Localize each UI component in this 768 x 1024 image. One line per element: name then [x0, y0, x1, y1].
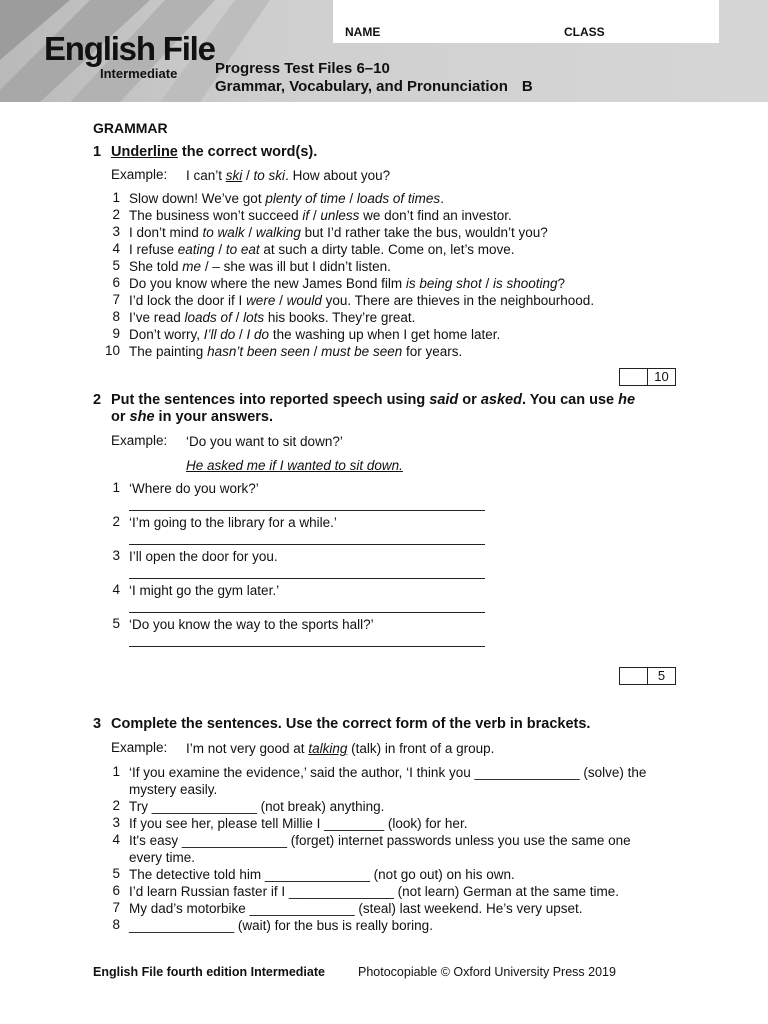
item-number: 4 — [112, 241, 120, 256]
footer-copyright: Photocopiable © Oxford University Press 2019 — [358, 965, 616, 979]
task-2-score-total: 5 — [657, 668, 666, 683]
task-2-item-prompt: ‘I might go the gym later.’ — [129, 583, 280, 598]
option-choice[interactable]: to eat — [225, 242, 260, 257]
item-number: 8 — [112, 917, 120, 932]
option-choice[interactable]: were — [246, 293, 276, 308]
item-number: 1 — [112, 764, 120, 779]
option-choice[interactable]: to walk — [202, 225, 245, 240]
page-header — [0, 0, 768, 102]
item-number: 7 — [112, 900, 120, 915]
section-heading: GRAMMAR — [93, 120, 168, 136]
option-choice[interactable]: me — [182, 259, 202, 274]
task-1-item — [129, 309, 415, 326]
item-text: / — [201, 259, 213, 274]
task-1-item — [129, 326, 500, 343]
task-1-example-label: Example: — [111, 167, 168, 182]
item-text: The painting — [129, 344, 208, 359]
task-1-item — [129, 292, 594, 309]
task-3-example-label: Example: — [111, 740, 168, 755]
answer-line[interactable] — [129, 578, 485, 579]
task-2-instruction-cont: or she in your answers. — [111, 409, 273, 425]
task-1-item — [129, 207, 512, 224]
item-number: 3 — [112, 815, 120, 830]
logo-title: English File — [44, 30, 215, 67]
option-choice[interactable]: is being shot — [405, 276, 482, 291]
item-text: Slow down! We’ve got — [129, 191, 266, 206]
item-text: / — [275, 293, 287, 308]
item-text: for years. — [402, 344, 463, 359]
option-choice[interactable]: would — [286, 293, 322, 308]
task-1-item — [129, 275, 565, 292]
task-2-example-label: Example: — [111, 433, 168, 448]
item-number: 4 — [112, 582, 120, 597]
item-number: 5 — [112, 866, 120, 881]
task-3-item-text[interactable]: mystery easily. — [129, 782, 218, 797]
answer-line[interactable] — [129, 646, 485, 647]
option-choice[interactable]: unless — [320, 208, 360, 223]
item-text: Don’t worry, — [129, 327, 204, 342]
item-text: the washing up when I get home later. — [269, 327, 501, 342]
option-choice[interactable]: I do — [246, 327, 270, 342]
item-number: 2 — [112, 798, 120, 813]
item-text: She told — [129, 259, 183, 274]
task-1-item — [129, 343, 462, 360]
task-2-example-quote: ‘Do you want to sit down?’ — [186, 434, 343, 449]
option-choice[interactable]: I’ll do — [203, 327, 236, 342]
item-text: I don’t mind — [129, 225, 203, 240]
item-text: / — [235, 327, 247, 342]
option-choice[interactable]: loads of times — [356, 191, 441, 206]
option-choice[interactable]: loads of — [184, 310, 232, 325]
option-choice[interactable]: if — [302, 208, 310, 223]
option-choice[interactable]: is shooting — [492, 276, 558, 291]
item-text: his books. They’re great. — [264, 310, 416, 325]
item-text: / — [309, 344, 322, 359]
item-text: / — [309, 208, 321, 223]
task-3-item-text[interactable]: It's easy ______________ (forget) internet passwords unless you use the same one — [129, 833, 631, 848]
option-choice[interactable]: – — [212, 259, 220, 274]
item-text: The business won’t succeed — [129, 208, 303, 223]
task-3-item-text[interactable]: every time. — [129, 850, 196, 865]
item-text: Do you know where the new James Bond film — [129, 276, 406, 291]
item-number: 6 — [112, 883, 120, 898]
item-text: you. There are thieves in the neighbourhood. — [321, 293, 595, 308]
test-subtitle: Grammar, Vocabulary, and Pronunciation B — [215, 78, 533, 95]
task-3-number: 3 — [93, 716, 102, 732]
task-1-item — [129, 190, 444, 207]
item-text: she was ill but I didn’t listen. — [219, 259, 391, 274]
option-choice[interactable]: hasn’t been seen — [207, 344, 310, 359]
item-text: at such a dirty table. Come on, let’s move. — [259, 242, 515, 257]
task-1-item — [129, 224, 548, 241]
item-text: we don’t find an investor. — [359, 208, 512, 223]
task-2-score-box[interactable] — [619, 667, 676, 685]
item-number: 4 — [112, 832, 120, 847]
task-3-item-text[interactable]: ‘If you examine the evidence,’ said the author, ‘I think you ______________ (solve) the — [129, 765, 647, 780]
answer-line[interactable] — [129, 544, 485, 545]
answer-line[interactable] — [129, 510, 485, 511]
item-number: 8 — [112, 309, 120, 324]
answer-line[interactable] — [129, 612, 485, 613]
item-text: I’d lock the door if I — [129, 293, 247, 308]
item-text: / — [244, 225, 256, 240]
item-number: 10 — [104, 343, 120, 358]
task-3-item-text[interactable]: My dad’s motorbike ______________ (steal) last weekend. He’s very upset. — [129, 901, 583, 916]
item-number: 2 — [112, 207, 120, 222]
class-label: CLASS — [564, 25, 605, 39]
task-2-example-answer: He asked me if I wanted to sit down. — [186, 458, 403, 473]
name-class-box[interactable] — [333, 0, 719, 43]
item-text: . — [440, 191, 444, 206]
test-title: Progress Test Files 6–10 — [215, 60, 390, 77]
name-label: NAME — [345, 25, 381, 39]
item-text: but I’d rather take the bus, wouldn’t you? — [300, 225, 548, 240]
item-number: 9 — [112, 326, 120, 341]
item-number: 5 — [112, 616, 120, 631]
option-choice[interactable]: must be seen — [321, 344, 403, 359]
task-1-instruction: Underline the correct word(s). — [111, 144, 318, 160]
task-2-instruction: Put the sentences into reported speech using said or asked. You can use he — [111, 392, 636, 408]
logo-subtitle: Intermediate — [100, 66, 178, 81]
item-number: 1 — [112, 480, 120, 495]
task-2-item-prompt: ‘I’m going to the library for a while.’ — [129, 515, 337, 530]
task-3-item-text[interactable]: The detective told him ______________ (not go out) on his own. — [129, 867, 515, 882]
item-number: 2 — [112, 514, 120, 529]
task-3-instruction: Complete the sentences. Use the correct form of the verb in brackets. — [111, 716, 591, 732]
task-3-item-text[interactable]: If you see her, please tell Millie I ________ (look) for her. — [129, 816, 468, 831]
task-2-number: 2 — [93, 392, 102, 408]
item-text: / — [231, 310, 244, 325]
item-number: 1 — [112, 190, 120, 205]
item-number: 5 — [112, 258, 120, 273]
item-number: 7 — [112, 292, 120, 307]
task-2-item-prompt: ‘Do you know the way to the sports hall?’ — [129, 617, 374, 632]
task-2-item-prompt: ‘Where do you work?’ — [129, 481, 259, 496]
option-choice[interactable]: lots — [243, 310, 265, 325]
task-2-item-prompt: I’ll open the door for you. — [129, 549, 278, 564]
footer-edition: English File fourth edition Intermediate — [93, 965, 325, 979]
item-text: ? — [557, 276, 566, 291]
task-1-number: 1 — [93, 144, 102, 160]
item-text: I’ve read — [129, 310, 185, 325]
item-number: 6 — [112, 275, 120, 290]
item-text: I refuse — [129, 242, 178, 257]
task-1-item — [129, 241, 515, 258]
test-version: B — [521, 78, 533, 95]
task-1-score-box[interactable] — [619, 368, 676, 386]
item-number: 3 — [112, 548, 120, 563]
option-choice[interactable]: plenty of time — [265, 191, 346, 206]
task-1-item — [129, 258, 391, 275]
option-choice[interactable]: walking — [255, 225, 301, 240]
task-3-example: I’m not very good at talking (talk) in front of a group. — [186, 741, 495, 756]
task-1-example: I can’t ski / to ski. How about you? — [186, 168, 391, 183]
option-choice[interactable]: eating — [177, 242, 215, 257]
item-number: 3 — [112, 224, 120, 239]
item-text: / — [481, 276, 493, 291]
item-text: / — [214, 242, 226, 257]
item-text: / — [345, 191, 357, 206]
task-3-item-text[interactable]: Try ______________ (not break) anything. — [129, 799, 385, 814]
task-3-item-text[interactable]: ______________ (wait) for the bus is really boring. — [129, 918, 433, 933]
task-1-score-total: 10 — [654, 369, 669, 384]
task-3-item-text[interactable]: I’d learn Russian faster if I ______________ (not learn) German at the same time. — [129, 884, 620, 899]
